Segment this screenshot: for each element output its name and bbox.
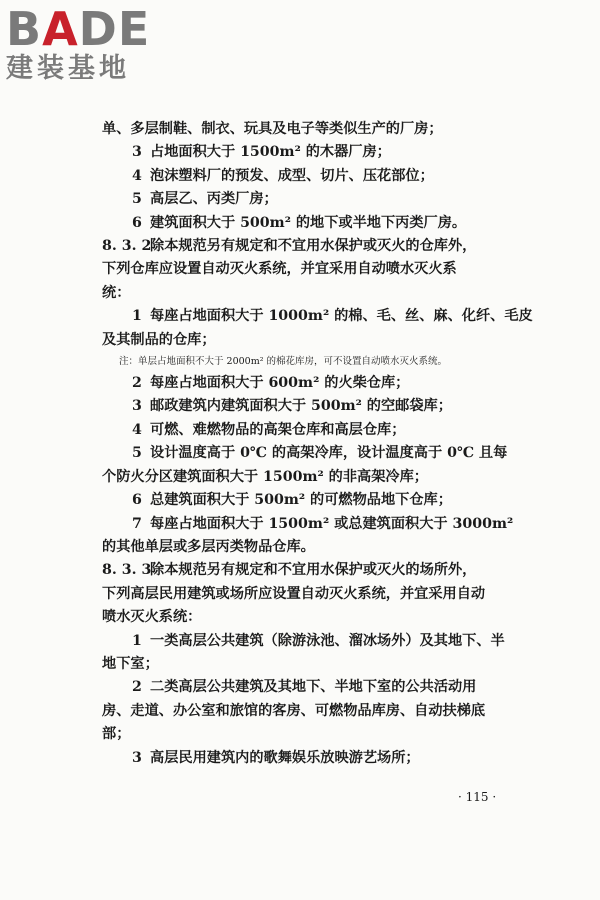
list-item: 1 一类高层公共建筑（除游泳池、溜冰场外）及其地下、半	[132, 632, 505, 649]
list-item: 3 高层民用建筑内的歌舞娱乐放映游艺场所；	[132, 749, 420, 766]
list-item: 4 泡沫塑料厂的预发、成型、切片、压花部位；	[132, 167, 434, 184]
text-line: 房、走道、办公室和旅馆的客房、可燃物品库房、自动扶梯底	[102, 702, 486, 719]
list-item: 1 每座占地面积大于 1000m² 的棉、毛、丝、麻、化纤、毛皮	[132, 308, 533, 325]
document-body	[102, 118, 533, 770]
text-line: 喷水灭火系统：	[102, 609, 202, 626]
list-item: 5 高层乙、丙类厂房；	[132, 191, 278, 208]
text-line: 下列仓库应设置自动灭火系统，并宜采用自动喷水灭火系	[102, 261, 457, 278]
list-item: 6 建筑面积大于 500m² 的地下或半地下丙类厂房。	[132, 214, 467, 231]
page-number: · 115 ·	[458, 790, 497, 804]
list-item: 7 每座占地面积大于 1500m² 或总建筑面积大于 3000m²	[132, 515, 514, 532]
note: 注：单层占地面积不大于 2000m² 的棉花库房，可不设置自动喷水灭火系统。	[119, 356, 448, 368]
text-line: 个防火分区建筑面积大于 1500m² 的非高架冷库；	[102, 468, 428, 485]
logo-wordmark: BADE	[6, 2, 151, 56]
list-item: 3 邮政建筑内建筑面积大于 500m² 的空邮袋库；	[132, 398, 452, 415]
list-item: 5 设计温度高于 0℃ 的高架冷库，设计温度高于 0℃ 且每	[132, 445, 508, 462]
text-line: 的其他单层或多层丙类物品仓库。	[102, 538, 315, 555]
text-line: 地下室；	[102, 655, 159, 672]
list-item: 6 总建筑面积大于 500m² 的可燃物品地下仓库；	[132, 492, 452, 509]
clause-8-3-2: 8. 3. 2除本规范另有规定和不宜用水保护或灭火的仓库外，	[102, 238, 477, 255]
text-line: 及其制品的仓库；	[102, 331, 216, 348]
list-item: 3 占地面积大于 1500m² 的木器厂房；	[132, 144, 391, 161]
text-line: 单、多层制鞋、制衣、玩具及电子等类似生产的厂房；	[102, 121, 443, 137]
clause-8-3-3: 8. 3. 3除本规范另有规定和不宜用水保护或灭火的场所外，	[102, 562, 477, 579]
text-line: 下列高层民用建筑或场所应设置自动灭火系统，并宜采用自动	[102, 585, 486, 602]
text-line: 部；	[102, 726, 131, 743]
text-line: 统：	[102, 284, 131, 301]
list-item: 2 二类高层公共建筑及其地下、半地下室的公共活动用	[132, 679, 477, 696]
bade-logo	[6, 4, 176, 86]
logo-subtitle: 建装基地	[6, 53, 130, 84]
list-item: 2 每座占地面积大于 600m² 的火柴仓库；	[132, 375, 410, 392]
list-item: 4 可燃、难燃物品的高架仓库和高层仓库；	[132, 421, 406, 438]
